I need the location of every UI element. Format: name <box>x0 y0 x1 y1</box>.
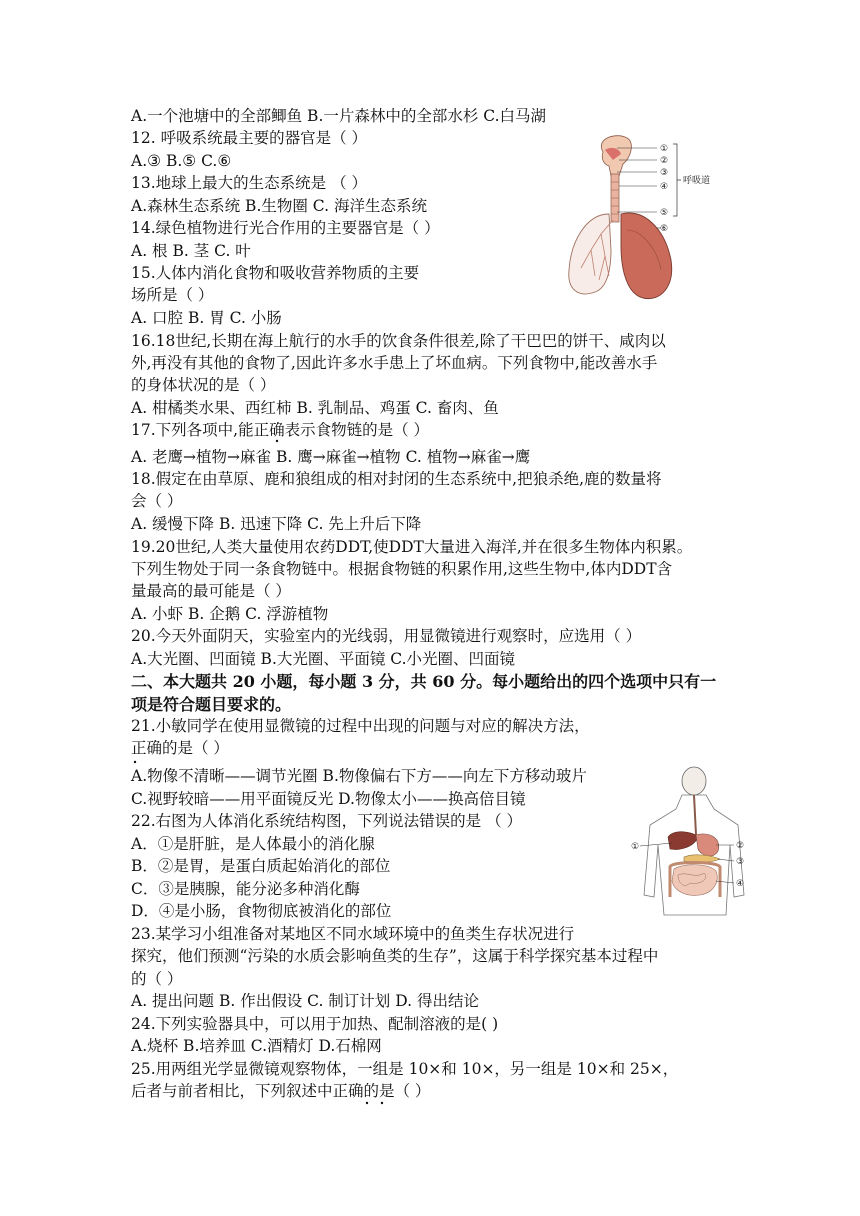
q13-options: A.森林生态系统 B.生物圈 C. 海洋生态系统 <box>131 197 427 215</box>
q20-stem: 20.今天外面阴天，实验室内的光线弱，用显微镜进行观察时，应选用（ ） <box>131 627 642 645</box>
digest-label-1: ① <box>631 842 640 852</box>
q18-stem-line2: 会（ ） <box>131 492 183 510</box>
q23-stem-line1: 23.某学习小组准备对某地区不同水域环境中的鱼类生存状况进行 <box>131 925 575 943</box>
q11-options: A.一个池塘中的全部鲫鱼 B.一片森林中的全部水杉 C.白马湖 <box>131 107 547 125</box>
q23-options: A. 提出问题 B. 作出假设 C. 制订计划 D. 得出结论 <box>131 992 479 1010</box>
q20-options: A.大光圈、凹面镜 B.大光圈、平面镜 C.小光圈、凹面镜 <box>131 650 516 668</box>
q21-options-ab: A.物像不清晰——调节光圈 B.物像偏右下方——向左下方移动玻片 <box>131 767 587 785</box>
section-two-heading-line2: 项是符合题目要求的。 <box>131 695 292 714</box>
resp-label-1: ① <box>660 144 669 154</box>
airway-bracket <box>673 144 681 216</box>
q19-options: A. 小虾 B. 企鹅 C. 浮游植物 <box>131 605 329 623</box>
q19-stem-line3: 量最高的最可能是（ ） <box>131 582 291 600</box>
q12-stem: 12. 呼吸系统最主要的器官是（ ） <box>131 129 368 147</box>
resp-label-2: ② <box>660 156 669 166</box>
q16-stem-line3: 的身体状况的是（ ） <box>131 376 276 394</box>
q17-options: A. 老鹰→植物→麻雀 B. 鹰→麻雀→植物 C. 植物→麻雀→鹰 <box>131 448 531 466</box>
q18-stem-line1: 18.假定在由草原、鹿和狼组成的相对封闭的生态系统中,把狼杀绝,鹿的数量将 <box>131 470 662 488</box>
q18-options: A. 缓慢下降 B. 迅速下降 C. 先上升后下降 <box>131 515 422 533</box>
q13-stem: 13.地球上最大的生态系统是 （ ） <box>131 174 368 192</box>
q15-stem-line2: 场所是（ ） <box>131 286 214 304</box>
airway-bracket-label: 呼吸道 <box>683 176 711 186</box>
q22-option-c: C．③是胰腺，能分泌多种消化酶 <box>131 880 360 898</box>
q22-option-d: D．④是小肠，食物彻底被消化的部位 <box>131 902 392 920</box>
q19-stem-line2: 下列生物处于同一条食物链中。根据食物链的积累作用,这些生物中,体内DDT含 <box>131 560 673 578</box>
q23-stem-line2: 探究，他们预测“污染的水质会影响鱼类的生存”，这属于科学探究基本过程中 <box>131 947 659 965</box>
q24-options: A.烧杯 B.培养皿 C.酒精灯 D.石棉网 <box>131 1037 382 1055</box>
esophagus <box>694 795 696 835</box>
digestive-system-figure <box>630 765 750 925</box>
respiratory-system-figure <box>565 130 735 310</box>
q16-options: A. 柑橘类水果、西红柿 B. 乳制品、鸡蛋 C. 畜肉、鱼 <box>131 399 499 417</box>
q25-stem-line2: 后者与前者相比，下列叙述中正确的是（ ） <box>131 1082 431 1100</box>
emphasis-dot <box>276 440 278 442</box>
q21-stem-line1: 21.小敏同学在使用显微镜的过程中出现的问题与对应的解决方法， <box>131 717 590 735</box>
liver <box>668 832 698 850</box>
head-outline <box>682 767 706 795</box>
resp-label-3: ③ <box>660 168 669 178</box>
emphasis-dot <box>381 1102 383 1104</box>
emphasis-dot <box>366 1102 368 1104</box>
q16-stem-line1: 16.18世纪,长期在海上航行的水手的饮食条件很差,除了干巴巴的饼干、咸肉以 <box>131 332 666 350</box>
digest-label-2: ② <box>736 841 745 851</box>
q14-stem: 14.绿色植物进行光合作用的主要器官是（ ） <box>131 219 440 237</box>
digest-label-3: ③ <box>736 857 745 867</box>
q15-stem-line1: 15.人体内消化食物和吸收营养物质的主要 <box>131 264 420 282</box>
q17-stem: 17.下列各项中,能正确表示食物链的是（ ） <box>131 421 430 439</box>
q14-options: A. 根 B. 茎 C. 叶 <box>131 242 251 260</box>
q25-stem-line1: 25.用两组光学显微镜观察物体，一组是 10×和 10×，另一组是 10×和 25×， <box>131 1060 679 1078</box>
q23-stem-line3: 的（ ） <box>131 970 183 988</box>
q24-stem: 24.下列实验器具中，可以用于加热、配制溶液的是( ) <box>131 1015 499 1033</box>
emphasis-dot <box>134 761 136 763</box>
q12-options: A.③ B.⑤ C.⑥ <box>131 152 232 170</box>
resp-label-4: ④ <box>660 182 669 192</box>
stomach <box>696 834 719 856</box>
q16-stem-line2: 外,再没有其他的食物了,因此许多水手患上了坏血病。下列食物中,能改善水手 <box>131 354 658 372</box>
q21-stem-line2: 正确的是（ ） <box>131 739 229 757</box>
q22-option-b: B．②是胃，是蛋白质起始消化的部位 <box>131 857 391 875</box>
resp-label-6: ⑥ <box>660 224 669 234</box>
q19-stem-line1: 19.20世纪,人类大量使用农药DDT,使DDT大量进入海洋,并在很多生物体内积累。 <box>131 538 693 556</box>
resp-label-5: ⑤ <box>660 208 669 218</box>
q21-options-cd: C.视野较暗——用平面镜反光 D.物像太小——换高倍目镜 <box>131 790 526 808</box>
q15-options: A. 口腔 B. 胃 C. 小肠 <box>131 309 282 327</box>
q22-stem: 22.右图为人体消化系统结构图，下列说法错误的是 （ ） <box>131 812 523 830</box>
q22-option-a: A．①是肝脏，是人体最小的消化腺 <box>131 835 375 853</box>
section-two-heading-line1: 二、本大题共 20 小题，每小题 3 分，共 60 分。每小题给出的四个选项中只有一 <box>131 672 717 691</box>
digest-label-4: ④ <box>736 879 745 889</box>
